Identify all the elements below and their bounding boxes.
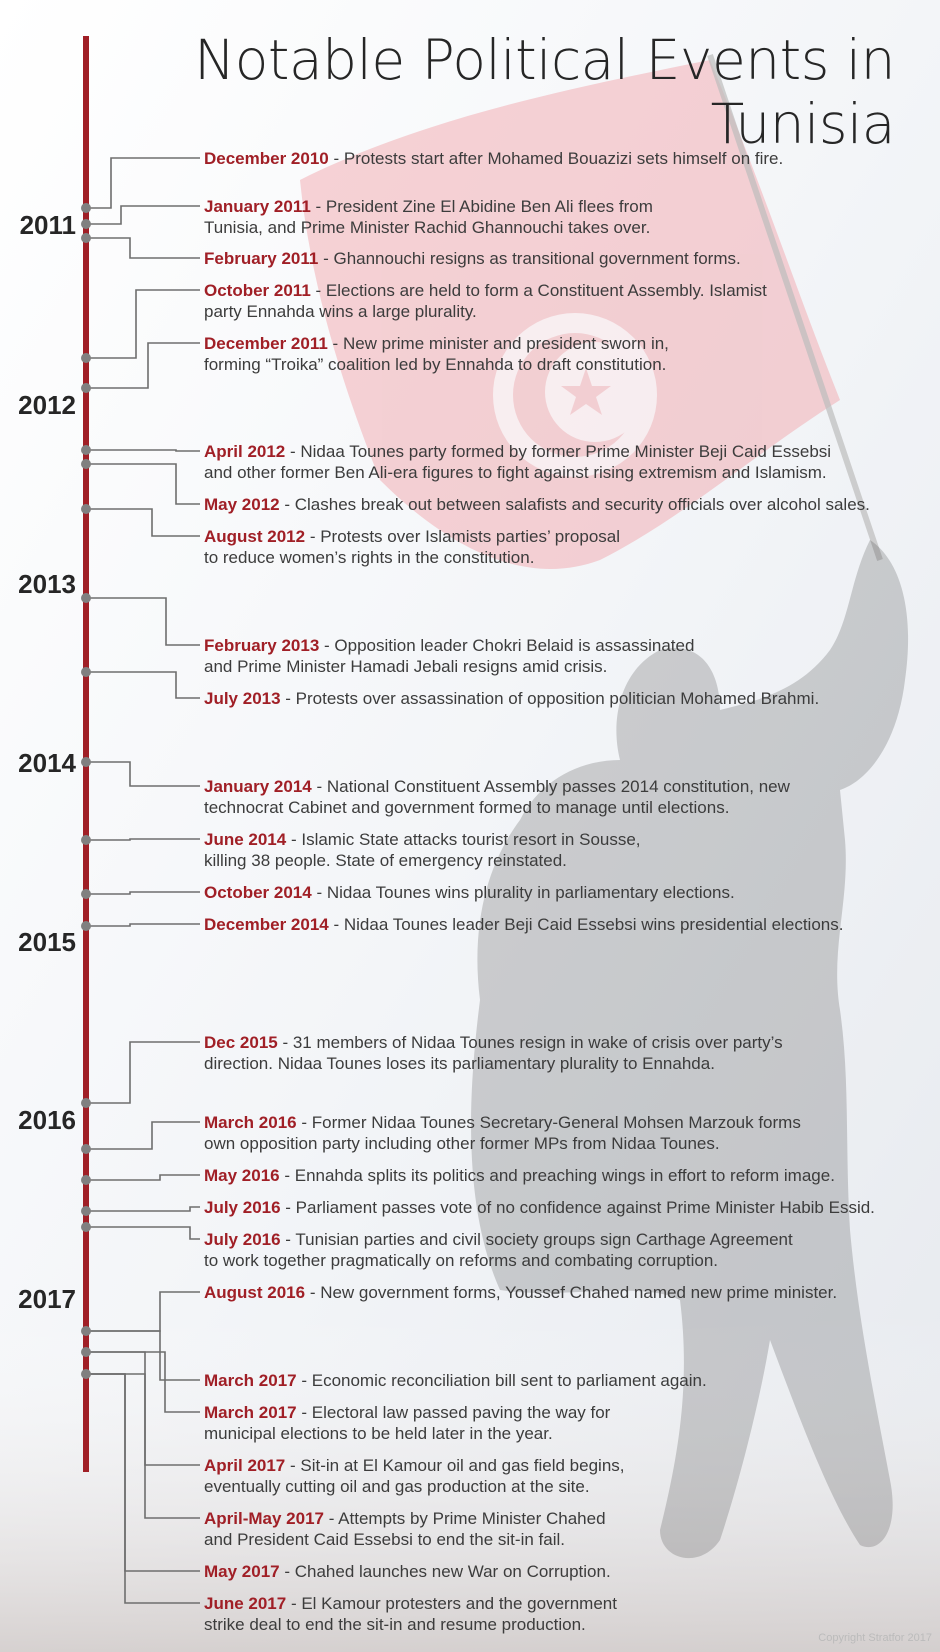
timeline-node xyxy=(81,445,91,455)
event-date: December 2014 xyxy=(204,915,329,934)
event-connector xyxy=(86,1227,200,1239)
event-description: President Zine El Abidine Ben Ali flees from xyxy=(325,197,653,216)
event-description: Ennahda splits its politics and preaching wings in effort to reform image. xyxy=(294,1166,835,1185)
copyright-text: Copyright Stratfor 2017 xyxy=(818,1632,932,1644)
event-date: October 2014 xyxy=(204,883,312,902)
event-description: Chahed launches new War on Corruption. xyxy=(294,1562,611,1581)
event-date: October 2011 xyxy=(204,281,311,300)
timeline-node xyxy=(81,1326,91,1336)
year-label-2016: 2016 xyxy=(18,1105,76,1135)
event-date: May 2012 xyxy=(204,495,280,514)
timeline-event: October 2011 - Elections are held to form a Constituent Assembly. Islamist party Ennahda wins a large plurality. xyxy=(204,281,767,321)
event-description: municipal elections to be held later in the year. xyxy=(204,1424,553,1443)
timeline-event: July 2016 - Tunisian parties and civil society groups sign Carthage Agreement to work together pragmatically on reforms and combating corruption. xyxy=(204,1230,793,1270)
timeline-node xyxy=(81,203,91,213)
event-date: July 2016 xyxy=(204,1198,281,1217)
timeline-event: June 2017 - El Kamour protesters and the government strike deal to end the sit-in and resume production. xyxy=(204,1594,617,1634)
event-date: March 2017 xyxy=(204,1403,297,1422)
timeline-node xyxy=(81,219,91,229)
event-connector xyxy=(86,1374,200,1603)
timeline-node xyxy=(81,1098,91,1108)
event-description: Attempts by Prime Minister Chahed xyxy=(338,1509,606,1528)
event-date: December 2011 xyxy=(204,334,328,353)
event-description: and other former Ben Ali-era figures to fight against rising extremism and Islamism. xyxy=(204,463,827,482)
year-label-2015: 2015 xyxy=(18,927,76,957)
event-description: Economic reconciliation bill sent to parliament again. xyxy=(311,1371,707,1390)
event-description: 31 members of Nidaa Tounes resign in wake of crisis over party’s xyxy=(292,1033,783,1052)
event-description: technocrat Cabinet and government formed to manage until elections. xyxy=(204,798,730,817)
event-description: Former Nidaa Tounes Secretary-General Mohsen Marzouk forms xyxy=(311,1113,801,1132)
event-connector xyxy=(86,450,200,451)
event-connector xyxy=(86,1122,200,1149)
event-connector xyxy=(86,1292,200,1331)
timeline-event: March 2016 - Former Nidaa Tounes Secretary-General Mohsen Marzouk forms own opposition party including other former MPs from Nidaa Tounes. xyxy=(204,1113,801,1153)
event-date: December 2010 xyxy=(204,149,329,168)
event-connector xyxy=(86,1175,200,1180)
timeline-node xyxy=(81,757,91,767)
timeline-node xyxy=(81,889,91,899)
timeline-node xyxy=(81,1347,91,1357)
event-connector xyxy=(86,238,200,258)
event-description: Clashes break out between salafists and security officials over alcohol sales. xyxy=(294,495,870,514)
timeline-node xyxy=(81,1369,91,1379)
timeline-node xyxy=(81,1222,91,1232)
event-description: eventually cutting oil and gas production at the site. xyxy=(204,1477,590,1496)
timeline-event: July 2016 - Parliament passes vote of no confidence against Prime Minister Habib Essid. xyxy=(204,1198,875,1217)
timeline-event: December 2014 - Nidaa Tounes leader Beji Caid Essebsi wins presidential elections. xyxy=(204,915,844,934)
event-description: Tunisia, and Prime Minister Rachid Ghannouchi takes over. xyxy=(204,218,651,237)
year-label-2011: 2011 xyxy=(19,210,76,240)
year-label-2014: 2014 xyxy=(18,748,76,778)
event-date: April-May 2017 xyxy=(204,1509,324,1528)
event-description: party Ennahda wins a large plurality. xyxy=(204,302,477,321)
timeline-node xyxy=(81,667,91,677)
event-description: Nidaa Tounes party formed by former Prime Minister Beji Caid Essebsi xyxy=(300,442,832,461)
event-connector xyxy=(86,672,200,698)
event-description: own opposition party including other former MPs from Nidaa Tounes. xyxy=(204,1134,720,1153)
event-description: Nidaa Tounes wins plurality in parliamentary elections. xyxy=(326,883,735,902)
event-connector xyxy=(86,1352,200,1465)
timeline-node xyxy=(81,1206,91,1216)
event-connector xyxy=(86,892,200,894)
timeline-event: January 2011 - President Zine El Abidine Ben Ali flees from Tunisia, and Prime Minister Rachid Ghannouchi takes over. xyxy=(204,197,653,237)
event-description: and President Caid Essebsi to end the sit-in fail. xyxy=(204,1530,565,1549)
event-description: New government forms, Youssef Chahed named new prime minister. xyxy=(320,1283,838,1302)
event-connector xyxy=(86,343,200,388)
event-description: killing 38 people. State of emergency reinstated. xyxy=(204,851,567,870)
timeline-event: January 2014 - National Constituent Assembly passes 2014 constitution, new technocrat Cabinet and government formed to manage until elections. xyxy=(204,777,790,817)
event-connector xyxy=(86,509,200,536)
timeline-event: May 2017 - Chahed launches new War on Corruption. xyxy=(204,1562,611,1581)
year-label-2013: 2013 xyxy=(18,569,76,599)
event-description: National Constituent Assembly passes 2014 constitution, new xyxy=(326,777,790,796)
timeline-event: May 2012 - Clashes break out between salafists and security officials over alcohol sales. xyxy=(204,495,870,514)
event-connector xyxy=(86,1207,200,1211)
event-description: forming “Troika” coalition led by Ennahda to draft constitution. xyxy=(204,355,667,374)
event-description: Protests over Islamists parties’ proposal xyxy=(320,527,621,546)
event-description: El Kamour protesters and the government xyxy=(301,1594,617,1613)
timeline-event: April-May 2017 - Attempts by Prime Minister Chahed and President Caid Essebsi to end the sit-in fail. xyxy=(204,1509,606,1549)
event-date: August 2012 xyxy=(204,527,306,546)
timeline-event: April 2017 - Sit-in at El Kamour oil and gas field begins, eventually cutting oil and gas production at the site. xyxy=(204,1456,625,1496)
timeline-event: August 2016 - New government forms, Youssef Chahed named new prime minister. xyxy=(204,1283,838,1302)
event-connector xyxy=(86,158,200,208)
timeline-event: February 2011 - Ghannouchi resigns as transitional government forms. xyxy=(204,249,741,268)
event-date: June 2017 xyxy=(204,1594,287,1613)
timeline-event: December 2011 - New prime minister and president sworn in, forming “Troika” coalition led by Ennahda to draft constitution. xyxy=(204,334,669,374)
event-description: Sit-in at El Kamour oil and gas field begins, xyxy=(300,1456,625,1475)
timeline-node xyxy=(81,835,91,845)
event-description: Islamic State attacks tourist resort in Sousse, xyxy=(301,830,641,849)
event-connector xyxy=(86,924,200,926)
timeline-event: Dec 2015 - 31 members of Nidaa Tounes resign in wake of crisis over party’s direction. Nidaa Tounes loses its parliamentary plurality to Ennahda. xyxy=(204,1033,783,1073)
timeline-event: December 2010 - Protests start after Mohamed Bouazizi sets himself on fire. xyxy=(204,149,784,168)
event-date: March 2017 xyxy=(204,1371,297,1390)
timeline-event: February 2013 - Opposition leader Chokri Belaid is assassinated and Prime Minister Hamadi Jebali resigns amid crisis. xyxy=(204,636,695,676)
timeline-node xyxy=(81,459,91,469)
event-connector xyxy=(86,839,200,840)
event-description: Parliament passes vote of no confidence against Prime Minister Habib Essid. xyxy=(295,1198,875,1217)
timeline-event: June 2014 - Islamic State attacks tourist resort in Sousse, killing 38 people. State of emergency reinstated. xyxy=(204,830,641,870)
event-connector xyxy=(86,1042,200,1103)
event-connector xyxy=(86,1374,200,1518)
timeline-event: August 2012 - Protests over Islamists parties’ proposal to reduce women’s rights in the constitution. xyxy=(204,527,621,567)
event-connector xyxy=(86,464,200,504)
event-date: May 2016 xyxy=(204,1166,280,1185)
timeline-event: March 2017 - Economic reconciliation bill sent to parliament again. xyxy=(204,1371,707,1390)
event-date: March 2016 xyxy=(204,1113,297,1132)
event-description: to reduce women’s rights in the constitution. xyxy=(204,548,535,567)
event-date: February 2013 xyxy=(204,636,320,655)
timeline-event: May 2016 - Ennahda splits its politics and preaching wings in effort to reform image. xyxy=(204,1166,835,1185)
event-description: strike deal to end the sit-in and resume production. xyxy=(204,1615,586,1634)
year-label-2012: 2012 xyxy=(18,390,76,420)
event-date: July 2016 xyxy=(204,1230,281,1249)
event-date: April 2017 xyxy=(204,1456,286,1475)
event-description: Nidaa Tounes leader Beji Caid Essebsi wins presidential elections. xyxy=(343,915,844,934)
event-date: April 2012 xyxy=(204,442,286,461)
event-connector xyxy=(86,598,200,645)
event-description: Protests start after Mohamed Bouazizi sets himself on fire. xyxy=(343,149,784,168)
event-connector xyxy=(86,290,200,358)
event-description: Tunisian parties and civil society groups sign Carthage Agreement xyxy=(295,1230,793,1249)
timeline-node xyxy=(81,1175,91,1185)
event-connector xyxy=(86,1352,200,1412)
event-description: Protests over assassination of opposition politician Mohamed Brahmi. xyxy=(295,689,820,708)
event-date: January 2014 xyxy=(204,777,312,796)
timeline-node xyxy=(81,593,91,603)
timeline-event: October 2014 - Nidaa Tounes wins plurality in parliamentary elections. xyxy=(204,883,735,902)
event-connector xyxy=(86,762,200,786)
event-date: Dec 2015 xyxy=(204,1033,278,1052)
event-connector xyxy=(86,1374,200,1571)
event-description: Electoral law passed paving the way for xyxy=(311,1403,611,1422)
timeline-event: April 2012 - Nidaa Tounes party formed by former Prime Minister Beji Caid Essebsi and other former Ben Ali-era figures to fight against rising extremism and Islamism. xyxy=(204,442,832,482)
timeline-event: July 2013 - Protests over assassination of opposition politician Mohamed Brahmi. xyxy=(204,689,820,708)
timeline-node xyxy=(81,383,91,393)
page-title: Notable Political Events in Tunisia xyxy=(194,28,895,156)
event-description: Opposition leader Chokri Belaid is assassinated xyxy=(334,636,695,655)
timeline-event: March 2017 - Electoral law passed paving the way for municipal elections to be held later in the year. xyxy=(204,1403,611,1443)
event-date: July 2013 xyxy=(204,689,281,708)
event-description: direction. Nidaa Tounes loses its parliamentary plurality to Ennahda. xyxy=(204,1054,715,1073)
event-description: to work together pragmatically on reforms and combating corruption. xyxy=(204,1251,719,1270)
timeline-node xyxy=(81,233,91,243)
timeline-node xyxy=(81,353,91,363)
event-date: June 2014 xyxy=(204,830,287,849)
event-date: August 2016 xyxy=(204,1283,306,1302)
timeline-node xyxy=(81,921,91,931)
event-description: and Prime Minister Hamadi Jebali resigns amid crisis. xyxy=(204,657,608,676)
event-description: Elections are held to form a Constituent Assembly. Islamist xyxy=(325,281,767,300)
event-date: February 2011 xyxy=(204,249,319,268)
year-label-2017: 2017 xyxy=(18,1284,76,1314)
timeline-node xyxy=(81,1144,91,1154)
event-connector xyxy=(86,1331,200,1380)
timeline-node xyxy=(81,504,91,514)
event-date: January 2011 xyxy=(204,197,311,216)
event-date: May 2017 xyxy=(204,1562,280,1581)
event-description: Ghannouchi resigns as transitional government forms. xyxy=(333,249,741,268)
event-description: New prime minister and president sworn in, xyxy=(342,334,669,353)
